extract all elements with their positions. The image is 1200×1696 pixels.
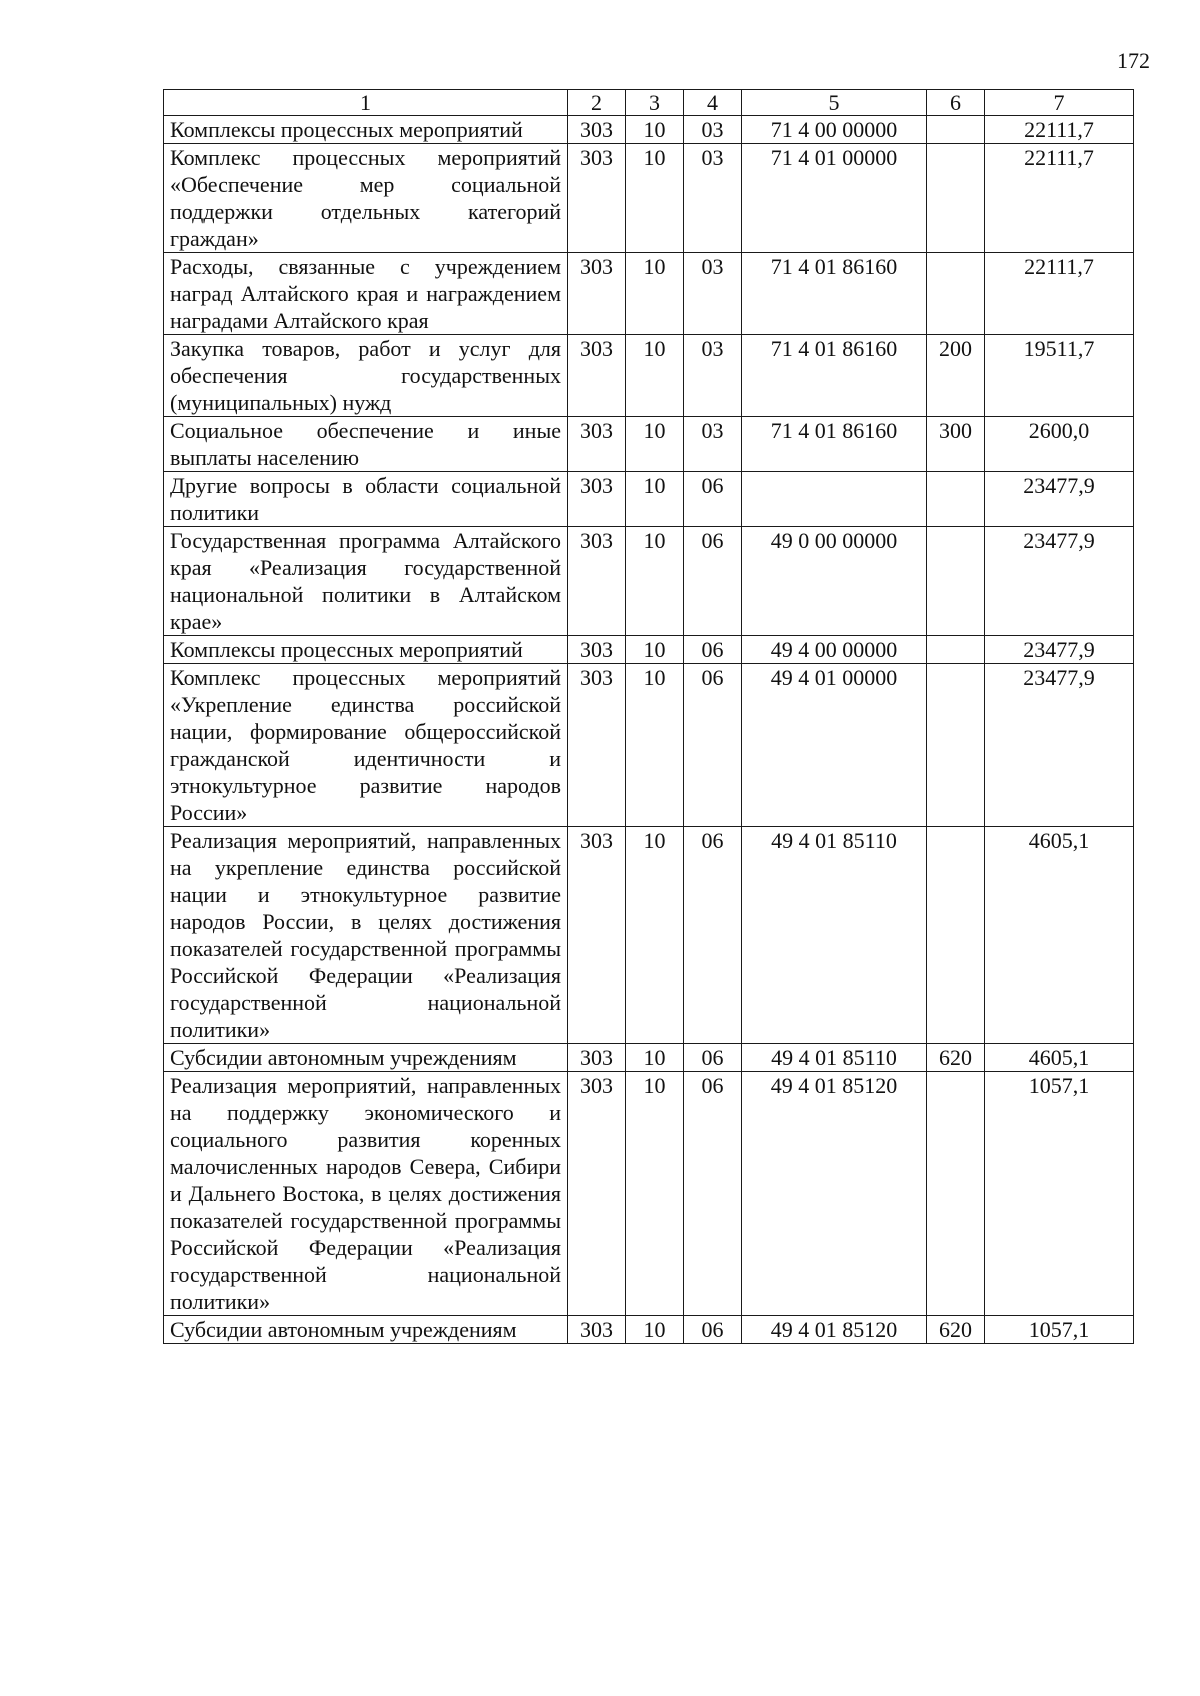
amount-cell: 19511,7 bbox=[985, 335, 1134, 417]
subsection-code-cell: 06 bbox=[684, 827, 742, 1044]
table-row bbox=[164, 664, 1134, 827]
admin-code-cell: 303 bbox=[568, 636, 626, 664]
admin-code-cell: 303 bbox=[568, 827, 626, 1044]
expense-type-code-cell bbox=[927, 116, 985, 144]
table-row bbox=[164, 253, 1134, 335]
admin-code-cell: 303 bbox=[568, 1072, 626, 1316]
target-item-code-cell: 49 4 01 85120 bbox=[742, 1316, 927, 1344]
section-code-cell: 10 bbox=[626, 417, 684, 472]
admin-code-cell: 303 bbox=[568, 1044, 626, 1072]
page-number: 172 bbox=[1117, 48, 1150, 73]
admin-code-cell: 303 bbox=[568, 253, 626, 335]
expense-type-code-cell bbox=[927, 472, 985, 527]
subsection-code-cell: 03 bbox=[684, 116, 742, 144]
header-cell: 1 bbox=[164, 90, 568, 116]
item-name-cell: Другие вопросы в области социальной политики bbox=[164, 472, 568, 527]
subsection-code-cell: 06 bbox=[684, 1316, 742, 1344]
subsection-code-cell: 06 bbox=[684, 1072, 742, 1316]
subsection-code-cell: 03 bbox=[684, 417, 742, 472]
admin-code-cell: 303 bbox=[568, 116, 626, 144]
table-row bbox=[164, 144, 1134, 253]
subsection-code-cell: 06 bbox=[684, 664, 742, 827]
admin-code-cell: 303 bbox=[568, 417, 626, 472]
target-item-code-cell: 71 4 01 00000 bbox=[742, 144, 927, 253]
admin-code-cell: 303 bbox=[568, 335, 626, 417]
amount-cell: 22111,7 bbox=[985, 116, 1134, 144]
admin-code-cell: 303 bbox=[568, 664, 626, 827]
expense-type-code-cell bbox=[927, 144, 985, 253]
amount-cell: 1057,1 bbox=[985, 1316, 1134, 1344]
subsection-code-cell: 03 bbox=[684, 335, 742, 417]
amount-cell: 23477,9 bbox=[985, 636, 1134, 664]
subsection-code-cell: 06 bbox=[684, 527, 742, 636]
table-row bbox=[164, 1316, 1134, 1344]
header-cell: 6 bbox=[927, 90, 985, 116]
table-row bbox=[164, 1072, 1134, 1316]
table-header-row bbox=[164, 90, 1134, 116]
expense-type-code-cell: 620 bbox=[927, 1044, 985, 1072]
item-name-cell: Реализация мероприятий, направленных на поддержку экономического и социального развития коренных малочисленных народов Севера, Сибири и Дальнего Востока, в целях достижения показателей государственной программы Российской Федерации «Реализация государственной национальной политики» bbox=[164, 1072, 568, 1316]
section-code-cell: 10 bbox=[626, 253, 684, 335]
table-row bbox=[164, 1044, 1134, 1072]
section-code-cell: 10 bbox=[626, 335, 684, 417]
header-cell: 7 bbox=[985, 90, 1134, 116]
table-row bbox=[164, 116, 1134, 144]
item-name-cell: Комплексы процессных мероприятий bbox=[164, 116, 568, 144]
section-code-cell: 10 bbox=[626, 827, 684, 1044]
target-item-code-cell: 49 4 01 85120 bbox=[742, 1072, 927, 1316]
section-code-cell: 10 bbox=[626, 1044, 684, 1072]
expense-type-code-cell: 300 bbox=[927, 417, 985, 472]
section-code-cell: 10 bbox=[626, 527, 684, 636]
subsection-code-cell: 03 bbox=[684, 253, 742, 335]
expense-type-code-cell bbox=[927, 253, 985, 335]
target-item-code-cell: 71 4 01 86160 bbox=[742, 253, 927, 335]
item-name-cell: Субсидии автономным учреждениям bbox=[164, 1316, 568, 1344]
section-code-cell: 10 bbox=[626, 636, 684, 664]
header-cell: 4 bbox=[684, 90, 742, 116]
header-cell: 2 bbox=[568, 90, 626, 116]
expense-type-code-cell bbox=[927, 827, 985, 1044]
section-code-cell: 10 bbox=[626, 664, 684, 827]
item-name-cell: Реализация мероприятий, направленных на укрепление единства российской нации и этнокультурное развитие народов России, в целях достижения показателей государственной программы Российской Федерации «Реализация государственной национальной политики» bbox=[164, 827, 568, 1044]
target-item-code-cell: 49 4 01 00000 bbox=[742, 664, 927, 827]
section-code-cell: 10 bbox=[626, 1316, 684, 1344]
item-name-cell: Расходы, связанные с учреждением наград Алтайского края и награждением наградами Алтайского края bbox=[164, 253, 568, 335]
expense-type-code-cell bbox=[927, 527, 985, 636]
expense-type-code-cell: 620 bbox=[927, 1316, 985, 1344]
item-name-cell: Комплексы процессных мероприятий bbox=[164, 636, 568, 664]
section-code-cell: 10 bbox=[626, 1072, 684, 1316]
target-item-code-cell: 71 4 01 86160 bbox=[742, 335, 927, 417]
expense-type-code-cell bbox=[927, 664, 985, 827]
target-item-code-cell: 71 4 00 00000 bbox=[742, 116, 927, 144]
header-cell: 5 bbox=[742, 90, 927, 116]
table-row bbox=[164, 335, 1134, 417]
item-name-cell: Закупка товаров, работ и услуг для обеспечения государственных (муниципальных) нужд bbox=[164, 335, 568, 417]
admin-code-cell: 303 bbox=[568, 472, 626, 527]
table-row bbox=[164, 827, 1134, 1044]
item-name-cell: Комплекс процессных мероприятий «Укрепление единства российской нации, формирование общероссийской гражданской идентичности и этнокультурное развитие народов России» bbox=[164, 664, 568, 827]
amount-cell: 23477,9 bbox=[985, 472, 1134, 527]
table-row bbox=[164, 636, 1134, 664]
header-cell: 3 bbox=[626, 90, 684, 116]
amount-cell: 4605,1 bbox=[985, 827, 1134, 1044]
amount-cell: 1057,1 bbox=[985, 1072, 1134, 1316]
target-item-code-cell: 71 4 01 86160 bbox=[742, 417, 927, 472]
section-code-cell: 10 bbox=[626, 144, 684, 253]
expense-type-code-cell: 200 bbox=[927, 335, 985, 417]
amount-cell: 22111,7 bbox=[985, 253, 1134, 335]
amount-cell: 22111,7 bbox=[985, 144, 1134, 253]
item-name-cell: Комплекс процессных мероприятий «Обеспечение мер социальной поддержки отдельных категорий граждан» bbox=[164, 144, 568, 253]
subsection-code-cell: 06 bbox=[684, 1044, 742, 1072]
expense-type-code-cell bbox=[927, 636, 985, 664]
budget-table bbox=[163, 89, 1134, 1344]
table-row bbox=[164, 527, 1134, 636]
admin-code-cell: 303 bbox=[568, 144, 626, 253]
subsection-code-cell: 03 bbox=[684, 144, 742, 253]
subsection-code-cell: 06 bbox=[684, 636, 742, 664]
table-row bbox=[164, 417, 1134, 472]
admin-code-cell: 303 bbox=[568, 1316, 626, 1344]
amount-cell: 23477,9 bbox=[985, 527, 1134, 636]
subsection-code-cell: 06 bbox=[684, 472, 742, 527]
target-item-code-cell bbox=[742, 472, 927, 527]
admin-code-cell: 303 bbox=[568, 527, 626, 636]
target-item-code-cell: 49 4 01 85110 bbox=[742, 827, 927, 1044]
section-code-cell: 10 bbox=[626, 472, 684, 527]
item-name-cell: Государственная программа Алтайского края «Реализация государственной национальной политики в Алтайском крае» bbox=[164, 527, 568, 636]
expense-type-code-cell bbox=[927, 1072, 985, 1316]
item-name-cell: Социальное обеспечение и иные выплаты населению bbox=[164, 417, 568, 472]
amount-cell: 4605,1 bbox=[985, 1044, 1134, 1072]
target-item-code-cell: 49 0 00 00000 bbox=[742, 527, 927, 636]
amount-cell: 23477,9 bbox=[985, 664, 1134, 827]
table-row bbox=[164, 472, 1134, 527]
amount-cell: 2600,0 bbox=[985, 417, 1134, 472]
target-item-code-cell: 49 4 00 00000 bbox=[742, 636, 927, 664]
section-code-cell: 10 bbox=[626, 116, 684, 144]
item-name-cell: Субсидии автономным учреждениям bbox=[164, 1044, 568, 1072]
target-item-code-cell: 49 4 01 85110 bbox=[742, 1044, 927, 1072]
